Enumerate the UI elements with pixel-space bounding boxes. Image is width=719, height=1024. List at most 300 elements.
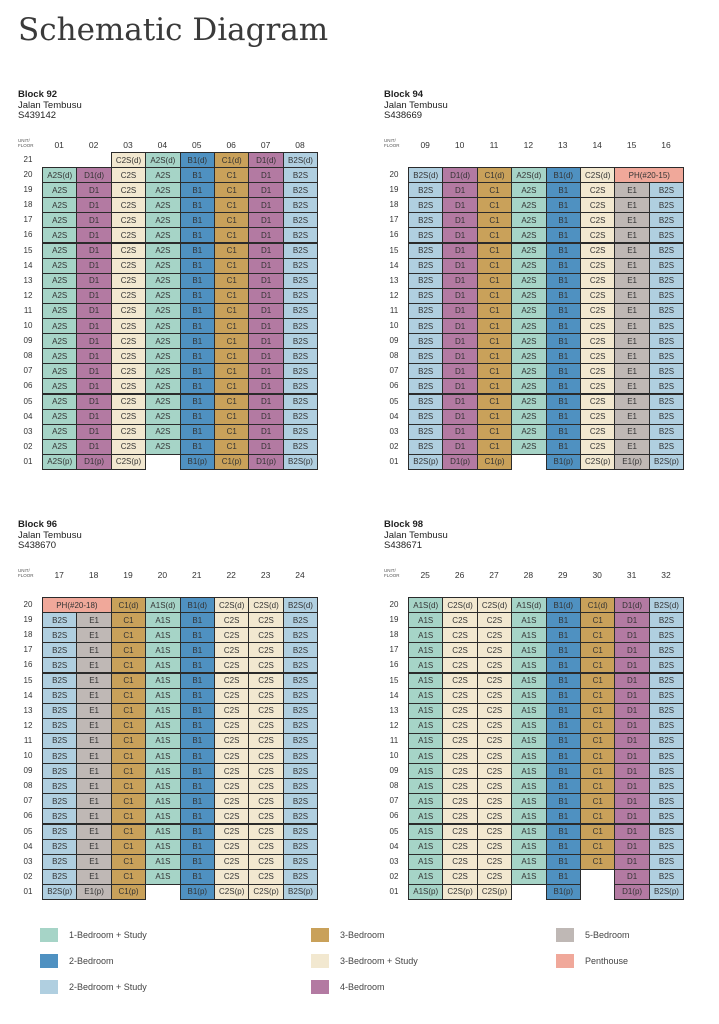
unit-cell[interactable]: C2S	[214, 718, 249, 734]
unit-cell[interactable]: C2S	[442, 808, 477, 824]
unit-cell[interactable]: C2S	[580, 243, 615, 259]
unit-cell[interactable]: C2S	[248, 688, 283, 704]
unit-cell[interactable]: B2S	[649, 439, 684, 455]
unit-cell[interactable]: D1	[442, 303, 477, 319]
unit-cell[interactable]: C1	[111, 733, 146, 749]
unit-cell[interactable]: A1S	[408, 778, 443, 794]
unit-cell[interactable]: C2S	[248, 673, 283, 689]
unit-cell[interactable]: D1	[76, 424, 111, 440]
unit-cell[interactable]: C1	[111, 657, 146, 673]
unit-cell[interactable]: C2S	[442, 703, 477, 719]
unit-cell[interactable]: B2S	[283, 793, 318, 809]
unit-cell[interactable]: C2S	[580, 303, 615, 319]
unit-cell[interactable]: E1(p)	[76, 884, 111, 900]
unit-cell[interactable]: B1	[546, 303, 581, 319]
unit-cell[interactable]: A1S	[408, 808, 443, 824]
unit-cell[interactable]: C2S	[580, 409, 615, 425]
unit-cell[interactable]: B1	[180, 273, 215, 289]
unit-cell[interactable]: C2S	[214, 642, 249, 658]
unit-cell[interactable]: D1	[442, 439, 477, 455]
unit-cell[interactable]: C1	[477, 303, 512, 319]
unit-cell[interactable]: D1	[442, 333, 477, 349]
unit-cell[interactable]: C2S	[442, 763, 477, 779]
unit-cell[interactable]: A1S	[408, 688, 443, 704]
unit-cell[interactable]: A1S	[511, 793, 546, 809]
unit-cell[interactable]: C2S	[477, 733, 512, 749]
unit-cell[interactable]: B1	[546, 703, 581, 719]
unit-cell[interactable]: D1	[614, 748, 649, 764]
unit-cell[interactable]: A2S	[511, 409, 546, 425]
unit-cell[interactable]: C1	[111, 748, 146, 764]
unit-cell[interactable]: B2S	[283, 258, 318, 274]
unit-cell[interactable]: B1	[180, 808, 215, 824]
unit-cell[interactable]: A2S	[511, 273, 546, 289]
unit-cell[interactable]: D1	[76, 348, 111, 364]
unit-cell[interactable]: D1	[614, 763, 649, 779]
unit-cell[interactable]: C2S	[214, 824, 249, 840]
unit-cell[interactable]: D1	[248, 258, 283, 274]
unit-cell[interactable]: C2S	[442, 824, 477, 840]
unit-cell[interactable]: A2S	[511, 243, 546, 259]
unit-cell[interactable]: D1	[614, 703, 649, 719]
unit-cell[interactable]: A1S	[145, 733, 180, 749]
unit-cell[interactable]: E1	[614, 348, 649, 364]
unit-cell[interactable]: C2S(p)	[111, 454, 146, 470]
unit-cell[interactable]: A1S(d)	[511, 597, 546, 613]
unit-cell[interactable]: C1	[214, 394, 249, 410]
unit-cell[interactable]: A2S	[145, 273, 180, 289]
unit-cell[interactable]: B2S	[42, 657, 77, 673]
unit-cell[interactable]: E1	[76, 778, 111, 794]
unit-cell[interactable]: C2S	[580, 439, 615, 455]
unit-cell[interactable]: B1	[546, 688, 581, 704]
unit-cell[interactable]: B2S	[42, 612, 77, 628]
unit-cell[interactable]: E1	[76, 612, 111, 628]
unit-cell[interactable]: B2S	[283, 243, 318, 259]
unit-cell[interactable]: A2S	[145, 243, 180, 259]
unit-cell[interactable]: D1	[76, 182, 111, 198]
unit-cell[interactable]: C1	[214, 439, 249, 455]
unit-cell[interactable]: D1	[614, 642, 649, 658]
unit-cell[interactable]: A2S	[145, 409, 180, 425]
unit-cell[interactable]: C2S	[580, 212, 615, 228]
unit-cell[interactable]: B1	[546, 197, 581, 213]
unit-cell[interactable]: C2S	[214, 808, 249, 824]
unit-cell[interactable]: A2S(p)	[42, 454, 77, 470]
unit-cell[interactable]: B1(d)	[180, 152, 215, 168]
unit-cell[interactable]: E1	[614, 182, 649, 198]
unit-cell[interactable]: E1	[76, 854, 111, 870]
unit-cell[interactable]: A1S	[511, 718, 546, 734]
unit-cell[interactable]: E1	[614, 333, 649, 349]
unit-cell[interactable]: D1(p)	[614, 884, 649, 900]
unit-cell[interactable]: A2S	[42, 288, 77, 304]
unit-cell[interactable]: C1	[580, 854, 615, 870]
unit-cell[interactable]: D1	[76, 318, 111, 334]
unit-cell[interactable]: C1(p)	[477, 454, 512, 470]
unit-cell[interactable]: C2S	[248, 778, 283, 794]
unit-cell[interactable]: C2S	[442, 612, 477, 628]
unit-cell[interactable]: B1	[546, 333, 581, 349]
unit-cell[interactable]: B2S	[283, 824, 318, 840]
unit-cell[interactable]: B2S	[649, 839, 684, 855]
unit-cell[interactable]: C1	[111, 703, 146, 719]
unit-cell[interactable]: B2S	[649, 703, 684, 719]
unit-cell[interactable]: C1	[580, 718, 615, 734]
unit-cell[interactable]: PH(#20-18)	[42, 597, 112, 613]
unit-cell[interactable]: B1	[180, 627, 215, 643]
unit-cell[interactable]: D1	[248, 197, 283, 213]
unit-cell[interactable]: B2S	[649, 318, 684, 334]
unit-cell[interactable]: A1S	[511, 778, 546, 794]
unit-cell[interactable]: C1	[111, 839, 146, 855]
unit-cell[interactable]: C1	[214, 303, 249, 319]
unit-cell[interactable]: B2S	[42, 824, 77, 840]
unit-cell[interactable]: C2S	[111, 258, 146, 274]
unit-cell[interactable]: E1	[614, 227, 649, 243]
unit-cell[interactable]: A1S	[145, 748, 180, 764]
unit-cell[interactable]: B2S	[283, 612, 318, 628]
unit-cell[interactable]: B2S	[649, 824, 684, 840]
unit-cell[interactable]: B2S	[42, 778, 77, 794]
unit-cell[interactable]: B1(p)	[180, 884, 215, 900]
unit-cell[interactable]: C1	[477, 288, 512, 304]
unit-cell[interactable]: D1	[248, 273, 283, 289]
unit-cell[interactable]: C1(p)	[214, 454, 249, 470]
unit-cell[interactable]: E1	[76, 869, 111, 885]
unit-cell[interactable]: C2S	[477, 839, 512, 855]
unit-cell[interactable]: B2S	[283, 673, 318, 689]
unit-cell[interactable]: D1	[76, 439, 111, 455]
unit-cell[interactable]: C2S	[248, 612, 283, 628]
unit-cell[interactable]: B2S	[42, 793, 77, 809]
unit-cell[interactable]: B2S	[283, 733, 318, 749]
unit-cell[interactable]: A1S	[145, 612, 180, 628]
unit-cell[interactable]: A2S	[511, 439, 546, 455]
unit-cell[interactable]: B1	[180, 718, 215, 734]
unit-cell[interactable]: B2S	[42, 642, 77, 658]
unit-cell[interactable]: D1	[76, 273, 111, 289]
unit-cell[interactable]: C2S	[442, 748, 477, 764]
unit-cell[interactable]: C2S	[477, 748, 512, 764]
unit-cell[interactable]: A2S	[42, 273, 77, 289]
unit-cell[interactable]: D1	[442, 363, 477, 379]
unit-cell[interactable]: A1S	[145, 718, 180, 734]
unit-cell[interactable]: A1S	[145, 657, 180, 673]
unit-cell[interactable]: A2S	[42, 439, 77, 455]
unit-cell[interactable]: D1	[614, 718, 649, 734]
unit-cell[interactable]: C2S	[248, 733, 283, 749]
unit-cell[interactable]: B1	[546, 227, 581, 243]
unit-cell[interactable]: C1	[214, 197, 249, 213]
unit-cell[interactable]: D1	[614, 688, 649, 704]
unit-cell[interactable]: D1	[614, 869, 649, 885]
unit-cell[interactable]: A1S	[408, 718, 443, 734]
unit-cell[interactable]: A2S	[42, 243, 77, 259]
unit-cell[interactable]: C1	[477, 182, 512, 198]
unit-cell[interactable]: B2S	[283, 627, 318, 643]
unit-cell[interactable]: B2S	[283, 409, 318, 425]
unit-cell[interactable]: B2S(p)	[283, 454, 318, 470]
unit-cell[interactable]: B1	[546, 673, 581, 689]
unit-cell[interactable]: C2S(p)	[248, 884, 283, 900]
unit-cell[interactable]: D1	[248, 363, 283, 379]
unit-cell[interactable]: C2S	[477, 778, 512, 794]
unit-cell[interactable]: A2S	[42, 318, 77, 334]
unit-cell[interactable]: B1	[546, 243, 581, 259]
unit-cell[interactable]: C2S	[580, 318, 615, 334]
unit-cell[interactable]: B2S(d)	[283, 152, 318, 168]
unit-cell[interactable]: A2S	[511, 394, 546, 410]
unit-cell[interactable]: C1	[111, 763, 146, 779]
unit-cell[interactable]: E1	[76, 688, 111, 704]
unit-cell[interactable]: C2S	[248, 839, 283, 855]
unit-cell[interactable]: A2S	[42, 333, 77, 349]
unit-cell[interactable]: C1	[580, 763, 615, 779]
unit-cell[interactable]: C2S	[111, 303, 146, 319]
unit-cell[interactable]: D1	[248, 227, 283, 243]
unit-cell[interactable]: C2S	[477, 642, 512, 658]
unit-cell[interactable]: B2S	[283, 424, 318, 440]
unit-cell[interactable]: A1S	[145, 627, 180, 643]
unit-cell[interactable]: C2S	[442, 673, 477, 689]
unit-cell[interactable]: B1	[180, 763, 215, 779]
unit-cell[interactable]: B2S(p)	[649, 884, 684, 900]
unit-cell[interactable]: B2S	[649, 363, 684, 379]
unit-cell[interactable]: C2S	[111, 394, 146, 410]
unit-cell[interactable]: D1	[76, 227, 111, 243]
unit-cell[interactable]: A2S	[511, 227, 546, 243]
unit-cell[interactable]: E1	[614, 212, 649, 228]
unit-cell[interactable]: B2S	[283, 808, 318, 824]
unit-cell[interactable]: A1S	[511, 854, 546, 870]
unit-cell[interactable]: C2S	[214, 748, 249, 764]
unit-cell[interactable]: C2S	[248, 824, 283, 840]
unit-cell[interactable]: B2S	[408, 333, 443, 349]
unit-cell[interactable]: C2S	[248, 627, 283, 643]
unit-cell[interactable]: E1	[76, 642, 111, 658]
unit-cell[interactable]: C1	[111, 808, 146, 824]
unit-cell[interactable]: E1	[614, 439, 649, 455]
unit-cell[interactable]: C1	[214, 288, 249, 304]
unit-cell[interactable]: C1(d)	[580, 597, 615, 613]
unit-cell[interactable]: A1S	[145, 688, 180, 704]
unit-cell[interactable]: A1S	[511, 763, 546, 779]
unit-cell[interactable]: B2S	[283, 854, 318, 870]
unit-cell[interactable]: B1	[546, 394, 581, 410]
unit-cell[interactable]: D1	[76, 333, 111, 349]
unit-cell[interactable]: C2S	[580, 258, 615, 274]
unit-cell[interactable]: A2S	[145, 288, 180, 304]
unit-cell[interactable]: E1	[614, 273, 649, 289]
unit-cell[interactable]: B2S	[649, 227, 684, 243]
unit-cell[interactable]: D1	[614, 657, 649, 673]
unit-cell[interactable]: D1	[442, 243, 477, 259]
unit-cell[interactable]: D1	[614, 808, 649, 824]
unit-cell[interactable]: D1	[248, 424, 283, 440]
unit-cell[interactable]: B1(p)	[546, 884, 581, 900]
unit-cell[interactable]: B1	[546, 212, 581, 228]
unit-cell[interactable]: A1S	[408, 763, 443, 779]
unit-cell[interactable]: B1	[180, 854, 215, 870]
unit-cell[interactable]: PH(#20-15)	[614, 167, 684, 183]
unit-cell[interactable]: B2S	[283, 718, 318, 734]
unit-cell[interactable]: C2S	[214, 854, 249, 870]
unit-cell[interactable]: B1	[180, 394, 215, 410]
unit-cell[interactable]: D1	[248, 439, 283, 455]
unit-cell[interactable]: C2S	[214, 763, 249, 779]
unit-cell[interactable]: B2S	[649, 688, 684, 704]
unit-cell[interactable]: A1S	[408, 839, 443, 855]
unit-cell[interactable]: C2S(d)	[248, 597, 283, 613]
unit-cell[interactable]: A1S	[511, 688, 546, 704]
unit-cell[interactable]: E1	[76, 657, 111, 673]
unit-cell[interactable]: D1	[442, 197, 477, 213]
unit-cell[interactable]: A2S	[511, 333, 546, 349]
unit-cell[interactable]: D1	[76, 303, 111, 319]
unit-cell[interactable]: B1	[180, 258, 215, 274]
unit-cell[interactable]: C1	[111, 612, 146, 628]
unit-cell[interactable]: B1	[546, 348, 581, 364]
unit-cell[interactable]: B1	[180, 303, 215, 319]
unit-cell[interactable]: D1	[614, 733, 649, 749]
unit-cell[interactable]: C2S	[442, 688, 477, 704]
unit-cell[interactable]: B2S	[283, 748, 318, 764]
unit-cell[interactable]: B2S	[283, 703, 318, 719]
unit-cell[interactable]: D1	[442, 273, 477, 289]
unit-cell[interactable]: B2S	[649, 869, 684, 885]
unit-cell[interactable]: C2S	[580, 378, 615, 394]
unit-cell[interactable]: A1S	[145, 793, 180, 809]
unit-cell[interactable]: C1	[477, 348, 512, 364]
unit-cell[interactable]: C1	[111, 869, 146, 885]
unit-cell[interactable]: B2S(p)	[283, 884, 318, 900]
unit-cell[interactable]: C1	[214, 348, 249, 364]
unit-cell[interactable]: C1	[214, 243, 249, 259]
unit-cell[interactable]: A2S	[511, 348, 546, 364]
unit-cell[interactable]: C2S	[477, 612, 512, 628]
unit-cell[interactable]: C2S(d)	[111, 152, 146, 168]
unit-cell[interactable]: D1	[248, 243, 283, 259]
unit-cell[interactable]: C2S	[477, 763, 512, 779]
unit-cell[interactable]: B2S	[283, 288, 318, 304]
unit-cell[interactable]: C1	[580, 657, 615, 673]
unit-cell[interactable]: C2S	[111, 318, 146, 334]
unit-cell[interactable]: B1	[546, 378, 581, 394]
unit-cell[interactable]: A1S	[511, 748, 546, 764]
unit-cell[interactable]: B1	[180, 363, 215, 379]
unit-cell[interactable]: B1	[180, 793, 215, 809]
unit-cell[interactable]: E1	[76, 808, 111, 824]
unit-cell[interactable]: B1	[546, 824, 581, 840]
unit-cell[interactable]: B2S	[408, 318, 443, 334]
unit-cell[interactable]: A1S	[408, 673, 443, 689]
unit-cell[interactable]: B2S	[649, 212, 684, 228]
unit-cell[interactable]: D1	[248, 394, 283, 410]
unit-cell[interactable]: B2S	[42, 733, 77, 749]
unit-cell[interactable]: B2S	[283, 839, 318, 855]
unit-cell[interactable]: B2S	[649, 424, 684, 440]
unit-cell[interactable]: C2S	[442, 642, 477, 658]
unit-cell[interactable]: C2S	[580, 394, 615, 410]
unit-cell[interactable]: B2S	[649, 673, 684, 689]
unit-cell[interactable]: D1	[614, 673, 649, 689]
unit-cell[interactable]: A2S	[511, 303, 546, 319]
unit-cell[interactable]: B1	[180, 869, 215, 885]
unit-cell[interactable]: B2S(p)	[408, 454, 443, 470]
unit-cell[interactable]: B2S	[408, 303, 443, 319]
unit-cell[interactable]: D1	[248, 288, 283, 304]
unit-cell[interactable]: A2S	[42, 197, 77, 213]
unit-cell[interactable]: B2S	[283, 197, 318, 213]
unit-cell[interactable]: E1	[76, 839, 111, 855]
unit-cell[interactable]: B2S	[283, 688, 318, 704]
unit-cell[interactable]: B1	[546, 733, 581, 749]
unit-cell[interactable]: B2S	[283, 439, 318, 455]
unit-cell[interactable]: B2S	[408, 439, 443, 455]
unit-cell[interactable]: D1	[248, 348, 283, 364]
unit-cell[interactable]: B2S	[408, 394, 443, 410]
unit-cell[interactable]: A2S	[42, 363, 77, 379]
unit-cell[interactable]: D1	[76, 243, 111, 259]
unit-cell[interactable]: C1	[214, 378, 249, 394]
unit-cell[interactable]: C1	[477, 439, 512, 455]
unit-cell[interactable]: B2S	[649, 748, 684, 764]
unit-cell[interactable]: B1	[180, 439, 215, 455]
unit-cell[interactable]: B2S	[649, 288, 684, 304]
unit-cell[interactable]: B1	[180, 378, 215, 394]
unit-cell[interactable]: A1S	[408, 703, 443, 719]
unit-cell[interactable]: A2S	[42, 258, 77, 274]
unit-cell[interactable]: A1S	[408, 627, 443, 643]
unit-cell[interactable]: E1	[76, 627, 111, 643]
unit-cell[interactable]: E1	[76, 763, 111, 779]
unit-cell[interactable]: C1	[214, 182, 249, 198]
unit-cell[interactable]: A1S	[408, 854, 443, 870]
unit-cell[interactable]: B2S	[283, 333, 318, 349]
unit-cell[interactable]: B1	[546, 273, 581, 289]
unit-cell[interactable]: A1S	[511, 612, 546, 628]
unit-cell[interactable]: B2S	[408, 424, 443, 440]
unit-cell[interactable]: B2S(p)	[42, 884, 77, 900]
unit-cell[interactable]: B1	[546, 808, 581, 824]
unit-cell[interactable]: C2S	[214, 703, 249, 719]
unit-cell[interactable]: B1	[180, 197, 215, 213]
unit-cell[interactable]: D1	[248, 333, 283, 349]
unit-cell[interactable]: B1	[546, 612, 581, 628]
unit-cell[interactable]: D1	[76, 394, 111, 410]
unit-cell[interactable]: D1	[614, 627, 649, 643]
unit-cell[interactable]: B2S	[42, 673, 77, 689]
unit-cell[interactable]: C2S	[248, 657, 283, 673]
unit-cell[interactable]: C2S	[111, 273, 146, 289]
unit-cell[interactable]: B1(p)	[180, 454, 215, 470]
unit-cell[interactable]: B2S	[649, 657, 684, 673]
unit-cell[interactable]: B2S	[42, 808, 77, 824]
unit-cell[interactable]: A1S	[408, 657, 443, 673]
unit-cell[interactable]: C1	[477, 273, 512, 289]
unit-cell[interactable]: C2S	[580, 273, 615, 289]
unit-cell[interactable]: B1	[180, 688, 215, 704]
unit-cell[interactable]: D1	[76, 378, 111, 394]
unit-cell[interactable]: A2S	[145, 212, 180, 228]
unit-cell[interactable]: C1	[111, 642, 146, 658]
unit-cell[interactable]: B2S	[408, 243, 443, 259]
unit-cell[interactable]: D1	[76, 212, 111, 228]
unit-cell[interactable]: B2S	[649, 182, 684, 198]
unit-cell[interactable]: B1	[180, 657, 215, 673]
unit-cell[interactable]: C1	[477, 409, 512, 425]
